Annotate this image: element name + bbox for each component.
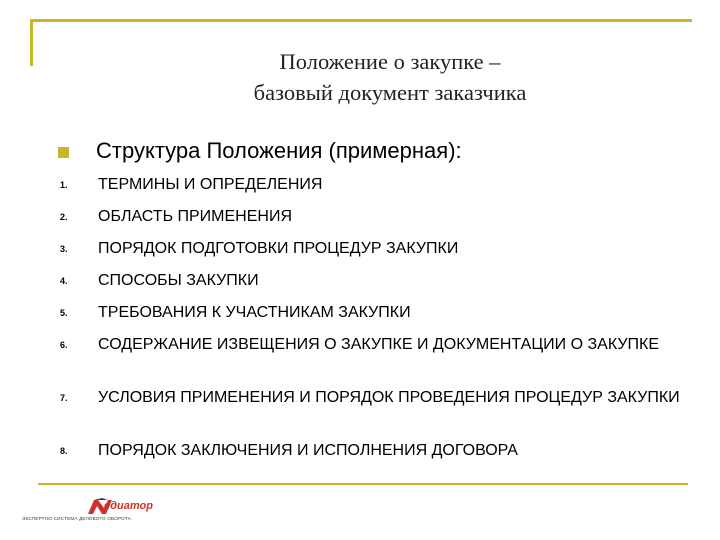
logo-tagline: ЭКСПЕРТНО-СИСТЕМА ДЕЛОВОГО ОБОРОТА bbox=[22, 516, 132, 521]
square-bullet-icon bbox=[58, 147, 69, 158]
list-item bbox=[60, 388, 700, 407]
slide-title bbox=[190, 46, 590, 108]
list-item-number: 8. bbox=[60, 446, 68, 456]
frame-top-line bbox=[30, 19, 692, 22]
list-item bbox=[60, 175, 700, 194]
structure-heading: Структура Положения (примерная): bbox=[96, 138, 462, 163]
list-item bbox=[60, 271, 700, 290]
list-item bbox=[60, 239, 700, 258]
list-item bbox=[60, 335, 700, 354]
list-item-number: 1. bbox=[60, 180, 68, 190]
list-item-text: СПОСОБЫ ЗАКУПКИ bbox=[98, 272, 259, 289]
slide-title-line-2: базовый документ заказчика bbox=[253, 80, 527, 105]
list-item bbox=[60, 441, 700, 460]
frame-left-line bbox=[30, 19, 33, 66]
list-item bbox=[60, 207, 700, 226]
frame-bottom-line bbox=[38, 483, 688, 485]
list-item-text: ПОРЯДОК ПОДГОТОВКИ ПРОЦЕДУР ЗАКУПКИ bbox=[98, 240, 459, 257]
list-item-number: 7. bbox=[60, 393, 68, 403]
list-item-text: СОДЕРЖАНИЕ ИЗВЕЩЕНИЯ О ЗАКУПКЕ И ДОКУМЕНТАЦИИ О ЗАКУПКЕ bbox=[98, 336, 659, 353]
list-item-number: 5. bbox=[60, 308, 68, 318]
list-item-text: ТЕРМИНЫ И ОПРЕДЕЛЕНИЯ bbox=[98, 176, 323, 193]
list-item-number: 6. bbox=[60, 340, 68, 350]
list-item-text: УСЛОВИЯ ПРИМЕНЕНИЯ И ПОРЯДОК ПРОВЕДЕНИЯ ПРОЦЕДУР ЗАКУПКИ bbox=[98, 389, 680, 406]
list-item-number: 2. bbox=[60, 212, 68, 222]
list-item-number: 4. bbox=[60, 276, 68, 286]
slide-title-line-1: Положение о закупке – bbox=[279, 49, 501, 74]
list-item-number: 3. bbox=[60, 244, 68, 254]
mediator-logo-icon bbox=[22, 494, 182, 530]
list-item-text: ТРЕБОВАНИЯ К УЧАСТНИКАМ ЗАКУПКИ bbox=[98, 304, 411, 321]
list-item-text: ПОРЯДОК ЗАКЛЮЧЕНИЯ И ИСПОЛНЕНИЯ ДОГОВОРА bbox=[98, 442, 518, 459]
list-item bbox=[60, 303, 700, 322]
logo-wordmark: едиатор bbox=[104, 500, 153, 512]
structure-heading-row bbox=[58, 138, 462, 164]
list-item-text: ОБЛАСТЬ ПРИМЕНЕНИЯ bbox=[98, 208, 293, 225]
